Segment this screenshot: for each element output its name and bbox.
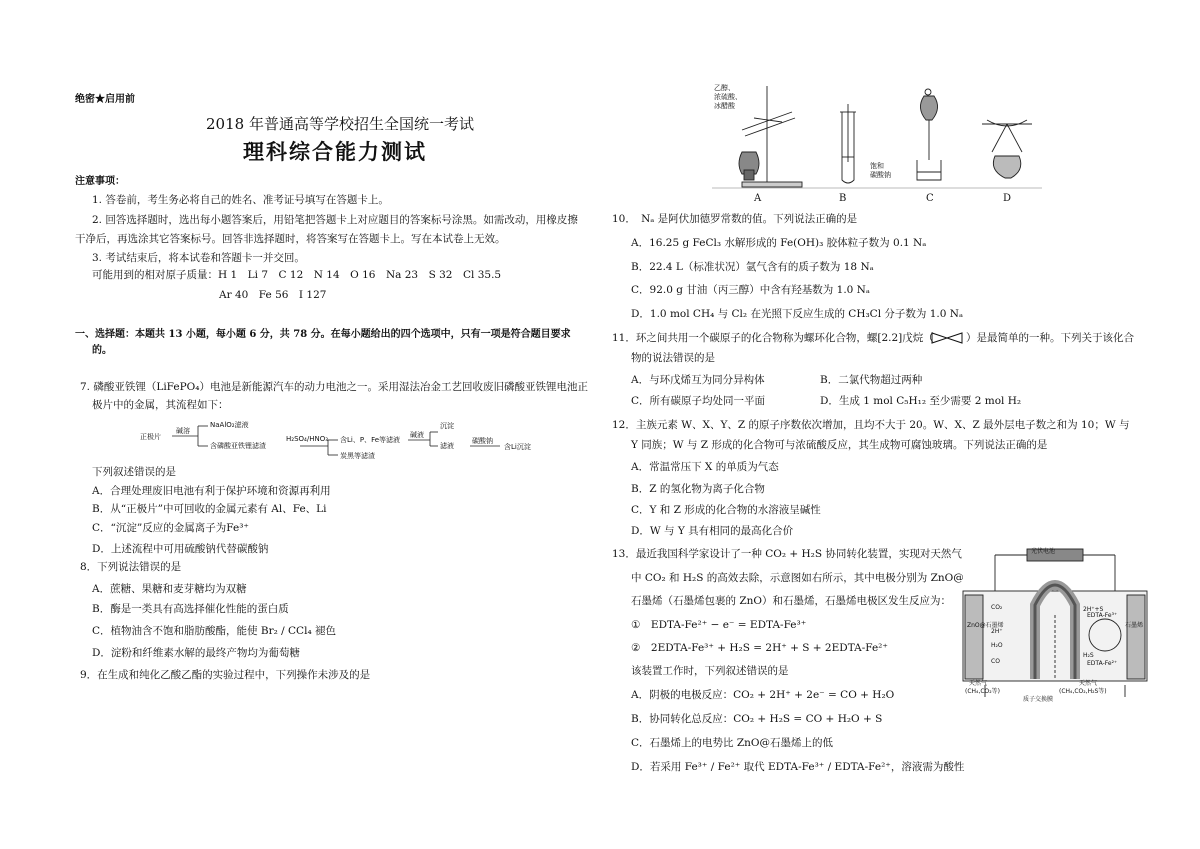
- flow-naalo2: NaAlO₂滤液: [210, 421, 249, 429]
- membrane-label: 质子交换膜: [1023, 696, 1054, 703]
- gas-out-label: 天然气: [1079, 680, 1098, 687]
- q11-option-b: B．二氯代物超过两种: [820, 374, 923, 386]
- graphene-electrode-label: 石墨烯: [1125, 622, 1144, 629]
- section-heading-cont: 的。: [92, 345, 112, 356]
- flow-filtrate: 含Li、P、Fe等滤液: [340, 436, 401, 444]
- section-heading: 一、选择题：本题共 13 小题，每小题 6 分，共 78 分。在每小题给出的四个选项中，只有一项是符合题目要求: [75, 329, 571, 340]
- q10-option-d: D．1.0 mol CH₄ 与 Cl₂ 在光照下反应生成的 CH₃Cl 分子数为 1.0 Nₐ: [631, 308, 964, 320]
- exam-title: 2018 年普通高等学校招生全国统一考试: [206, 115, 474, 133]
- atomic-masses-cont: Ar 40 Fe 56 I 127: [219, 289, 327, 301]
- flow-alkali2: 碱液: [410, 431, 424, 439]
- q7-stem: 7. 磷酸亚铁锂（LiFePO₄）电池是新能源汽车的动力电池之一。采用湿法冶金工艺回收废旧磷酸亚铁锂电池正: [80, 381, 588, 393]
- q7-option-c: C．“沉淀”反应的金属离子为Fe³⁺: [92, 522, 249, 534]
- q8-option-d: D．淀粉和纤维素水解的最终产物均为葡萄糖: [92, 647, 300, 659]
- h2s-label: H₂S: [1083, 652, 1094, 659]
- q12-option-c: C．Y 和 Z 形成的化合物的水溶液呈碱性: [631, 504, 821, 516]
- q11-stem-line2: 物的说法错误的是: [631, 352, 715, 364]
- note-line: 干净后，再选涂其它答案标号。回答非选择题时，将答案写在答题卡上。写在本试卷上无效。: [75, 233, 506, 245]
- q11-option-c: C．所有碳原子均处同一平面: [631, 395, 766, 407]
- twoh-label: 2H⁺: [991, 628, 1003, 635]
- spiropentane-icon: [930, 331, 964, 345]
- flow-start: 正极片: [140, 433, 161, 441]
- q10-option-c: C．92.0 g 甘油（丙三醇）中含有羟基数为 1.0 Nₐ: [631, 284, 870, 296]
- q13-stem: 13．最近我国科学家设计了一种 CO₂ + H₂S 协同转化装置，实现对天然气: [612, 548, 962, 560]
- note-line: 2. 回答选择题时，选出每小题答案后，用铅笔把答题卡上对应题目的答案标号涂黑。如需改动，用橡皮擦: [92, 214, 578, 226]
- q12-stem: 12．主族元素 W、X、Y、Z 的原子序数依次增加，且均不大于 20。W、X、Z 最外层电子数之和为 10；W 与: [612, 419, 1130, 431]
- gas-in-composition: (CH₄,CO₂等): [965, 688, 1001, 695]
- q13-reaction-1: ① EDTA-Fe²⁺ − e⁻ = EDTA-Fe³⁺: [631, 619, 807, 631]
- apparatus-figure: [712, 82, 1042, 207]
- label-a-reagent: 乙醇、: [714, 84, 735, 92]
- q13-option-b: B．协同转化总反应：CO₂ + H₂S = CO + H₂O + S: [631, 713, 883, 725]
- q13-option-a: A．阴极的电极反应：CO₂ + 2H⁺ + 2e⁻ = CO + H₂O: [631, 689, 895, 701]
- q8-option-c: C．植物油含不饱和脂肪酸酯，能使 Br₂ / CCl₄ 褪色: [92, 625, 337, 637]
- q13-diagram: [955, 545, 1155, 705]
- flow-carbon: 炭黑等滤渣: [340, 452, 375, 460]
- flow-residue: 含磷酸亚铁锂滤渣: [210, 442, 266, 450]
- letter-b: B: [839, 193, 847, 204]
- flow-alkali: 碱溶: [176, 427, 190, 435]
- flow-acid: H₂SO₄/HNO₃: [286, 435, 329, 443]
- edta3-label: EDTA-Fe³⁺: [1087, 612, 1118, 619]
- q7-option-b: B．从“正极片”中可回收的金属元素有 Al、Fe、Li: [92, 503, 327, 515]
- q11-stem-cont: ）是最简单的一种。下列关于该化合: [966, 332, 1134, 344]
- notes-heading: 注意事项：: [75, 176, 125, 187]
- q11-stem: 11．环之间共用一个碳原子的化合物称为螺环化合物，螺[2.2]戊烷（: [612, 332, 934, 344]
- letter-d: D: [1003, 193, 1012, 204]
- atomic-masses: 可能用到的相对原子质量：H 1 Li 7 C 12 N 14 O 16 Na 23 S 32 Cl 35.5: [92, 269, 502, 281]
- note-line: 3. 考试结束后，将本试卷和答题卡一并交回。: [92, 252, 305, 264]
- subject-title: 理科综合能力测试: [243, 139, 427, 164]
- q7-option-a: A．合理处理废旧电池有利于保护环境和资源再利用: [92, 485, 331, 497]
- q12-option-a: A．常温常压下 X 的单质为气态: [631, 461, 779, 473]
- solar-label: 光伏电池: [1031, 548, 1056, 555]
- q12-option-d: D．W 与 Y 具有相同的最高化合价: [631, 525, 794, 537]
- q8-stem: 8．下列说法错误的是: [80, 561, 182, 573]
- q13-reaction-2: ② 2EDTA-Fe³⁺ + H₂S = 2H⁺ + S + 2EDTA-Fe²⁺: [631, 642, 888, 654]
- q12-stem-cont: Y 同族；W 与 Z 形成的化合物可与浓硫酸反应，其生成物可腐蚀玻璃。下列说法正确的是: [631, 439, 1048, 451]
- note-line: 1. 答卷前，考生务必将自己的姓名、准考证号填写在答题卡上。: [92, 194, 389, 206]
- gas-in-label: 天然气: [969, 680, 988, 687]
- q11-option-a: A．与环戊烯互为同分异构体: [631, 374, 765, 386]
- q7-stem-cont: 极片中的金属，其流程如下：: [92, 399, 229, 411]
- secret-mark: 绝密★启用前: [75, 94, 135, 105]
- apparatus-drawing: [712, 82, 1042, 207]
- zno-electrode-label: ZnO@石墨烯: [967, 622, 1004, 629]
- flow-precip: 沉淀: [440, 422, 454, 430]
- q13-option-c: C．石墨烯上的电势比 ZnO@石墨烯上的低: [631, 737, 834, 749]
- label-a-reagent: 浓硫酸、: [714, 93, 742, 101]
- co-label: CO: [991, 658, 1000, 665]
- q12-option-b: B．Z 的氢化物为离子化合物: [631, 483, 765, 495]
- q13-stem-line: 石墨烯（石墨烯包裹的 ZnO）和石墨烯，石墨烯电极区发生反应为：: [631, 595, 952, 607]
- label-a-reagent: 冰醋酸: [714, 102, 735, 110]
- letter-a: A: [754, 193, 762, 204]
- q13-ask: 该装置工作时，下列叙述错误的是: [631, 665, 789, 677]
- q10-option-a: A．16.25 g FeCl₃ 水解形成的 Fe(OH)₃ 胶体粒子数为 0.1 Nₐ: [631, 237, 927, 249]
- flow-filtrate2: 滤液: [440, 442, 454, 450]
- q7-flowchart: [140, 414, 600, 462]
- h2o-label: H₂O: [991, 642, 1003, 649]
- label-b-reagent: 饱和: [870, 162, 884, 170]
- co2-label: CO₂: [991, 604, 1003, 611]
- edta2-label: EDTA-Fe²⁺: [1087, 660, 1118, 667]
- q13-option-d: D．若采用 Fe³⁺ / Fe²⁺ 取代 EDTA-Fe³⁺ / EDTA-Fe²⁺，溶液需为酸性: [631, 761, 965, 773]
- letter-c: C: [926, 193, 934, 204]
- q10-option-b: B．22.4 L（标准状况）氩气含有的质子数为 18 Nₐ: [631, 261, 874, 273]
- q8-option-b: B．酶是一类具有高选择催化性能的蛋白质: [92, 603, 289, 615]
- q11-option-d: D．生成 1 mol C₅H₁₂ 至少需要 2 mol H₂: [820, 395, 1022, 407]
- q9-stem: 9．在生成和纯化乙酸乙酯的实验过程中，下列操作未涉及的是: [80, 669, 371, 681]
- gas-out-composition: (CH₄,CO₂,H₂S等): [1059, 688, 1107, 695]
- label-b-reagent: 碳酸钠: [870, 171, 891, 179]
- q10-stem: 10． Nₐ 是阿伏加德罗常数的值。下列说法正确的是: [612, 213, 858, 225]
- q7-ask: 下列叙述错误的是: [92, 466, 176, 478]
- flow-li-precip: 含Li沉淀: [504, 443, 531, 451]
- flow-na2co3: 碳酸钠: [472, 437, 493, 445]
- q8-option-a: A．蔗糖、果糖和麦芽糖均为双糖: [92, 583, 247, 595]
- q13-stem-line: 中 CO₂ 和 H₂S 的高效去除，示意图如右所示，其中电极分别为 ZnO@: [631, 572, 964, 584]
- twoh-s-label: 2H⁺+S: [1083, 606, 1104, 613]
- q7-option-d: D．上述流程中可用硫酸钠代替碳酸钠: [92, 543, 269, 555]
